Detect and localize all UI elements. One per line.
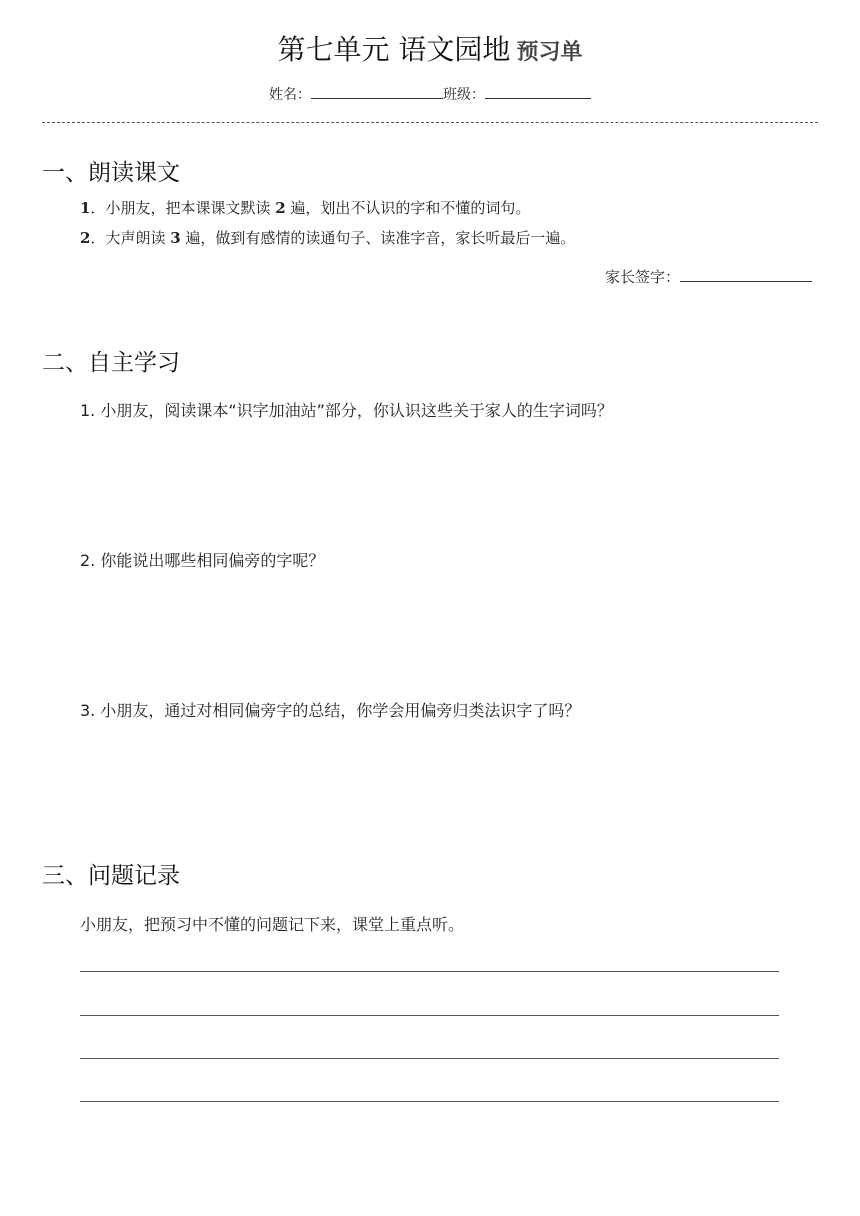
- name-field[interactable]: [311, 97, 443, 99]
- task-number: 2: [80, 229, 91, 247]
- study-question-1: 1. 小朋友，阅读课本“识字加油站”部分，你认识这些关于家人的生字词吗？: [80, 401, 613, 420]
- task-number: 1: [80, 199, 91, 217]
- task-text-post: 遍，划出不认识的字和不懂的词句。: [285, 199, 531, 217]
- answer-line[interactable]: [80, 1015, 779, 1016]
- student-info-line: [0, 84, 860, 104]
- title-main: 第七单元 语文园地: [277, 33, 511, 66]
- class-label: 班级：: [443, 87, 485, 103]
- task-count: 3: [170, 229, 181, 247]
- task-text-post: 遍，做到有感情的读通句子、读准字音，家长听最后一遍。: [180, 229, 576, 247]
- section-heading-question-record: 三、问题记录: [42, 863, 180, 889]
- study-question-3: 3. 小朋友，通过对相同偏旁字的总结，你学会用偏旁归类法识字了吗？: [80, 701, 581, 720]
- task-text-pre: ．大声朗读: [90, 229, 171, 247]
- answer-line[interactable]: [80, 971, 779, 972]
- task-count: 2: [275, 199, 286, 217]
- title-subtitle: 预习单: [516, 40, 583, 65]
- question-record-prompt: 小朋友，把预习中不懂的问题记下来，课堂上重点听。: [80, 915, 465, 934]
- parent-signature: [605, 266, 812, 287]
- page-title: [0, 28, 860, 68]
- dashed-divider: [42, 122, 818, 123]
- answer-line[interactable]: [80, 1101, 779, 1102]
- read-task-1: [80, 197, 530, 218]
- signature-label: 家长签字：: [604, 268, 680, 286]
- class-field[interactable]: [485, 97, 591, 99]
- answer-line[interactable]: [80, 1058, 779, 1059]
- section-heading-self-study: 二、自主学习: [42, 350, 180, 376]
- signature-field[interactable]: [680, 280, 812, 282]
- task-text-pre: ．小朋友，把本课课文默读: [90, 199, 276, 217]
- study-question-2: 2. 你能说出哪些相同偏旁的字呢？: [80, 551, 325, 570]
- section-heading-read-text: 一、朗读课文: [42, 160, 180, 186]
- read-task-2: [80, 227, 575, 248]
- name-label: 姓名：: [269, 87, 311, 103]
